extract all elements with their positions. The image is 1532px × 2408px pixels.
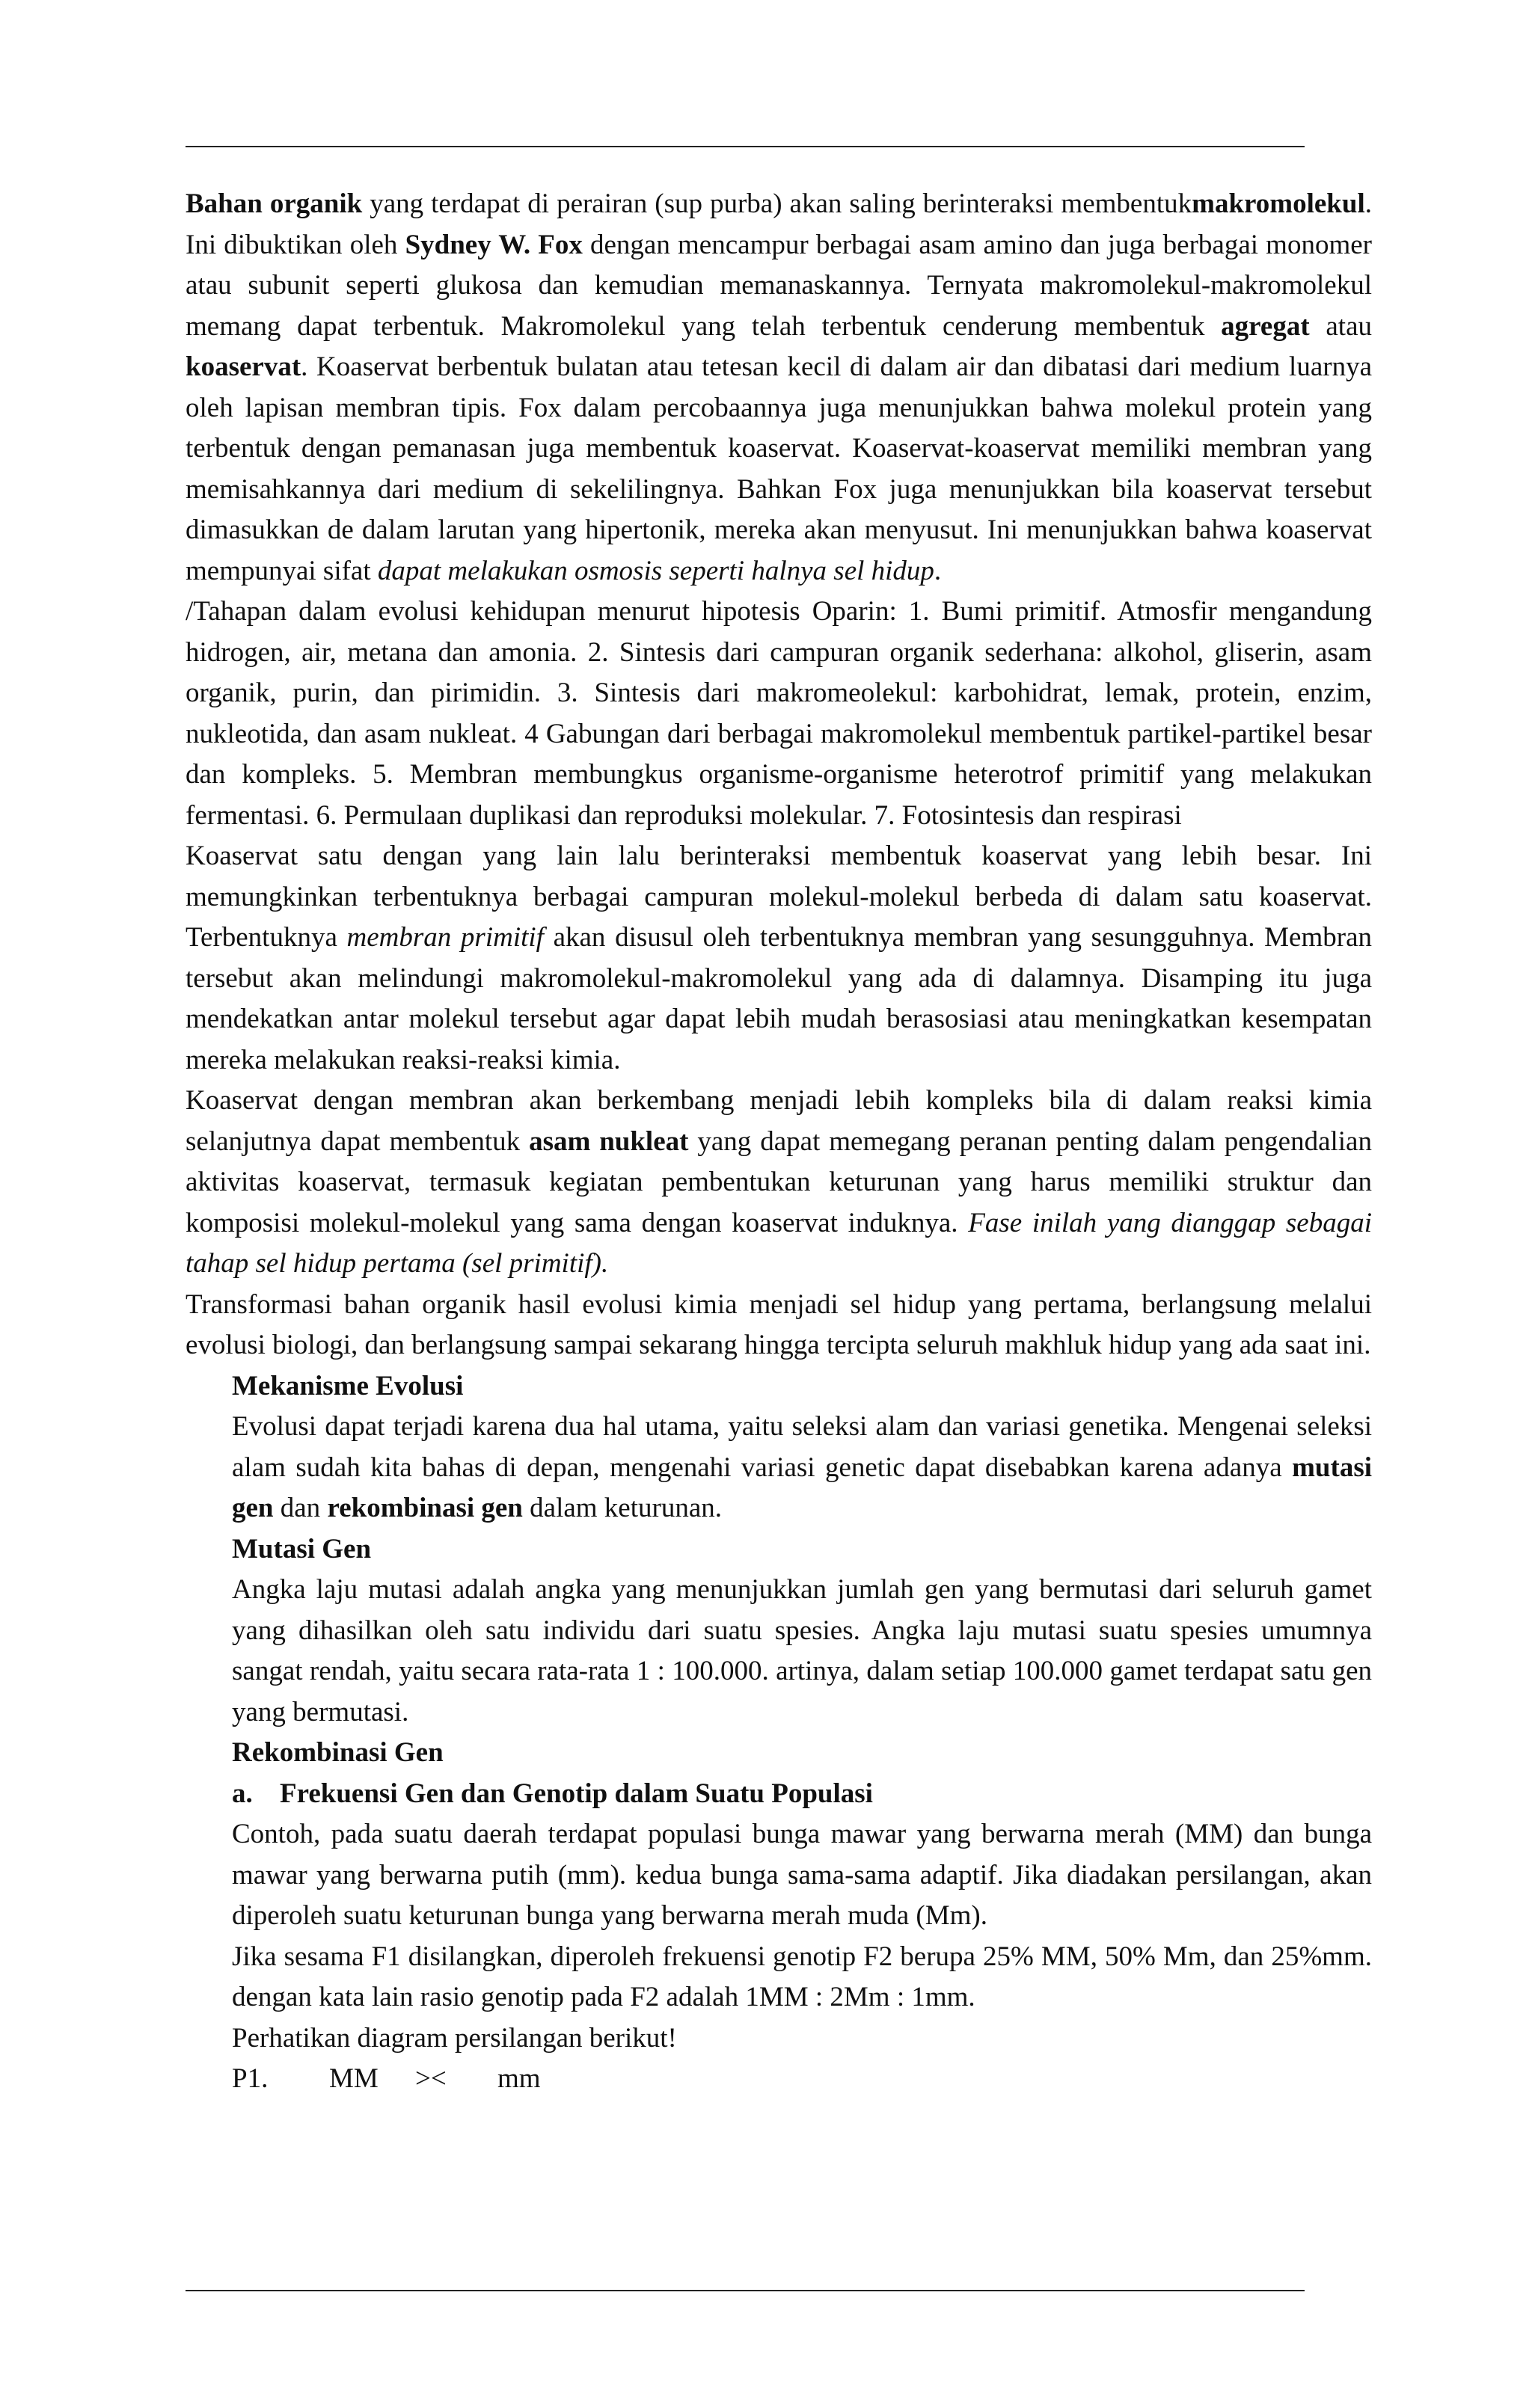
- bold-term: mutasi gen: [232, 1452, 1372, 1523]
- bold-term: koaservat: [186, 351, 301, 382]
- cross-diagram-p1: [186, 2059, 1372, 2100]
- paragraph-mekanisme: [186, 1407, 1372, 1529]
- paragraph-mutasi: Angka laju mutasi adalah angka yang menunjukkan jumlah gen yang bermutasi dari seluruh gamet yang dihasilkan oleh satu individu dari suatu spesies. Angka laju mutasi suatu spesies umumnya sangat rendah, yaitu secara rata-rata 1 : 100.000. artinya, dalam setiap 100.000 gamet terdapat satu gen yang bermutasi.: [232, 1574, 1372, 1727]
- paragraph-perhatikan-diagram: Perhatikan diagram persilangan berikut!: [232, 2022, 677, 2054]
- parent-genotype-1: MM: [329, 2063, 379, 2094]
- paragraph-koaservat-fox: [186, 184, 1372, 592]
- bold-term: makromolekul: [1192, 188, 1365, 219]
- cross-label: P1.: [232, 2063, 269, 2094]
- text-run: . Koaservat berbentuk bulatan atau tetesan kecil di dalam air dan dibatasi dari medium luarnya oleh lapisan membran tipis. Fox dalam percobaannya juga menunjukkan bahwa molekul protein yang terbentuk dengan pemanasan juga membentuk koaservat. Koaservat-koaservat memiliki membran yang memisahkannya dari medium di sekelilingnya. Bahkan Fox juga menunjukkan bila koaservat tersebut dimasukkan de dalam larutan yang hipertonik, mereka akan menyusut. Ini menunjukkan bahwa koaservat mempunyai sifat: [186, 351, 1372, 586]
- cross-symbol: ><: [415, 2063, 447, 2094]
- heading-frekuensi-gen: [186, 1774, 1372, 1815]
- heading-text: Frekuensi Gen dan Genotip dalam Suatu Populasi: [280, 1778, 873, 1809]
- heading-mekanisme-evolusi: Mekanisme Evolusi: [232, 1370, 464, 1401]
- paragraph-f1-disilangkan: Jika sesama F1 disilangkan, diperoleh frekuensi genotip F2 berupa 25% MM, 50% Mm, dan 25%mm. dengan kata lain rasio genotip pada F2 adalah 1MM : 2Mm : 1mm.: [232, 1941, 1372, 2012]
- document-body: [186, 184, 1372, 2100]
- parent-genotype-2: mm: [497, 2063, 541, 2094]
- heading-mutasi-gen: Mutasi Gen: [232, 1533, 372, 1564]
- text-run: .: [934, 555, 942, 586]
- text-run: yang terdapat di perairan (sup purba) akan saling berinteraksi membentuk: [362, 188, 1192, 219]
- text-run: yang dapat memegang peranan penting dalam pengendalian aktivitas koaservat, termasuk kegiatan pembentukan keturunan yang harus memiliki struktur dan komposisi molekul-molekul yang sama dengan koaservat induknya.: [186, 1125, 1372, 1238]
- italic-phrase: Fase inilah yang dianggap sebagai tahap sel hidup pertama (sel primitif).: [186, 1207, 1372, 1279]
- paragraph-contoh-mawar: Contoh, pada suatu daerah terdapat populasi bunga mawar yang berwarna merah (MM) dan bunga mawar yang berwarna putih (mm). kedua bunga sama-sama adaptif. Jika diadakan persilangan, akan diperoleh suatu keturunan bunga yang berwarna merah muda (Mm).: [232, 1819, 1372, 1931]
- bold-term: Bahan organik: [186, 188, 363, 219]
- bold-term: rekombinasi gen: [327, 1493, 523, 1523]
- bold-term: Sydney W. Fox: [405, 229, 583, 260]
- text-run: . Ini dibuktikan oleh: [186, 188, 1372, 260]
- paragraph-membran-primitif: [186, 836, 1372, 1081]
- paragraph-asam-nukleat: [186, 1081, 1372, 1285]
- text-run: Koaservat dengan membran akan berkembang menjadi lebih kompleks bila di dalam reaksi kimia selanjutnya dapat membentuk: [186, 1085, 1372, 1157]
- paragraph-transformasi: Transformasi bahan organik hasil evolusi kimia menjadi sel hidup yang pertama, berlangsung melalui evolusi biologi, dan berlangsung sampai sekarang hingga tercipta seluruh makhluk hidup yang ada saat ini.: [186, 1289, 1372, 1360]
- italic-phrase: dapat melakukan osmosis seperti halnya sel hidup: [377, 555, 934, 586]
- text-run: dan: [273, 1493, 328, 1523]
- bold-term: agregat: [1221, 310, 1310, 342]
- text-run: dengan mencampur berbagai asam amino dan juga berbagai monomer atau subunit seperti glukosa dan kemudian memanaskannya. Ternyata makromolekul-makromolekul memang dapat terbentuk. Makromolekul yang telah terbentuk cenderung membentuk: [186, 229, 1372, 342]
- text-run: akan disusul oleh terbentuknya membran yang sesungguhnya. Membran tersebut akan melindungi makromolekul-makromolekul yang ada di dalamnya. Disamping itu juga mendekatkan antar molekul tersebut agar dapat lebih mudah berasosiasi atau meningkatkan kesempatan mereka melakukan reaksi-reaksi kimia.: [186, 922, 1373, 1075]
- bold-term: asam nukleat: [529, 1125, 689, 1157]
- text-run: Koaservat satu dengan yang lain lalu berinteraksi membentuk koaservat yang lebih besar. Ini memungkinkan terbentuknya berbagai campuran molekul-molekul berbeda di dalam satu koaservat. Terbentuknya: [186, 841, 1372, 953]
- footer-rule: [186, 2290, 1305, 2291]
- italic-phrase: membran primitif: [346, 922, 544, 953]
- list-marker: a.: [232, 1778, 253, 1809]
- paragraph-tahapan-oparin: /Tahapan dalam evolusi kehidupan menurut hipotesis Oparin: 1. Bumi primitif. Atmosfir mengandung hidrogen, air, metana dan amonia. 2. Sintesis dari campuran organik sederhana: alkohol, gliserin, asam organik, purin, dan pirimidin. 3. Sintesis dari makromeolekul: karbohidrat, lemak, protein, enzim, nukleotida, dan asam nukleat. 4 Gabungan dari berbagai makromolekul membentuk partikel-partikel besar dan kompleks. 5. Membran membungkus organisme-organisme heterotrof primitif yang melakukan fermentasi. 6. Permulaan duplikasi dan reproduksi molekular. 7. Fotosintesis dan respirasi: [186, 596, 1372, 831]
- header-rule: [186, 146, 1305, 147]
- text-run: dalam keturunan.: [522, 1493, 722, 1523]
- heading-rekombinasi-gen: Rekombinasi Gen: [232, 1737, 444, 1768]
- text-run: atau: [1309, 310, 1373, 342]
- text-run: Evolusi dapat terjadi karena dua hal utama, yaitu seleksi alam dan variasi genetika. Mengenai seleksi alam sudah kita bahas di depan, mengenahi variasi genetic dapat disebabkan karena adanya: [232, 1411, 1372, 1483]
